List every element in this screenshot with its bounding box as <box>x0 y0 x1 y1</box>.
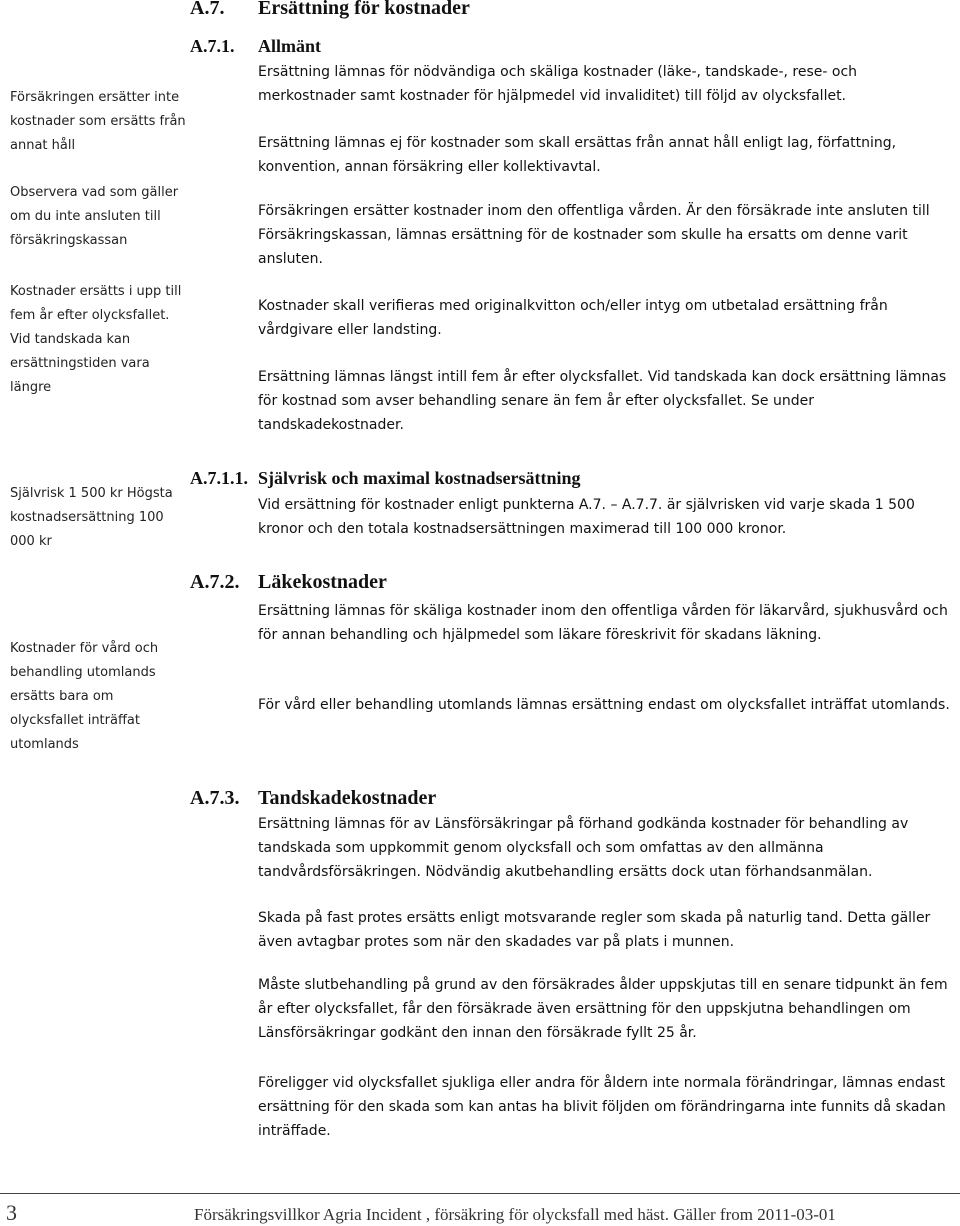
paragraph-a72-1: Ersättning lämnas för skäliga kostnader inom den offentliga vården för läkarvård, sjukhusvård och för annan behandling och hjälpmedel som läkare föreskrivit för skadans läkning. <box>258 603 948 643</box>
section-title-a72: Läkekostnader <box>258 571 387 593</box>
section-number-a71: A.7.1. <box>190 36 235 56</box>
paragraph-a71-4: Kostnader skall verifieras med originalkvitton och/eller intyg om utbetalad ersättning från vårdgivare eller landsting. <box>258 298 888 338</box>
footer-text: Försäkringsvillkor Agria Incident , försäkring för olycksfall med häst. Gäller from 2011-03-01 <box>194 1205 836 1224</box>
paragraph-a71-5: Ersättning lämnas längst intill fem år efter olycksfallet. Vid tandskada kan dock ersättning lämnas för kostnad som avser behandling senare än fem år efter olycksfallet. Se under tandskadekostnader. <box>258 369 947 433</box>
section-title-a71: Allmänt <box>258 36 321 56</box>
margin-note-deductible: Självrisk 1 500 kr Högsta kostnadsersättning 100 000 kr <box>10 486 173 549</box>
paragraph-a71-1: Ersättning lämnas för nödvändiga och skäliga kostnader (läke-, tandskade-, rese- och merkostnader samt kostnader för hjälpmedel vid invaliditet) till följd av olycksfallet. <box>258 64 858 104</box>
margin-note-five-years: Kostnader ersätts i upp till fem år efter olycksfallet. Vid tandskada kan ersättningstiden vara längre <box>10 284 182 395</box>
footer-divider <box>0 1193 960 1194</box>
section-title-a7: Ersättning för kostnader <box>258 0 470 19</box>
margin-note-other-sources: Försäkringen ersätter inte kostnader som ersätts från annat håll <box>10 90 186 153</box>
section-title-a711: Självrisk och maximal kostnadsersättning <box>258 468 581 488</box>
section-number-a73: A.7.3. <box>190 787 240 809</box>
paragraph-a711-1: Vid ersättning för kostnader enligt punkterna A.7. – A.7.7. är självrisken vid varje skada 1 500 kronor och den totala kostnadsersättningen maximerad till 100 000 kronor. <box>258 497 915 537</box>
paragraph-a72-2: För vård eller behandling utomlands lämnas ersättning endast om olycksfallet inträffat utomlands. <box>258 697 950 713</box>
section-title-a73: Tandskadekostnader <box>258 787 437 809</box>
paragraph-a71-2: Ersättning lämnas ej för kostnader som skall ersättas från annat håll enligt lag, författning, konvention, annan försäkring eller kollektivavtal. <box>258 135 897 175</box>
paragraph-a73-1: Ersättning lämnas för av Länsförsäkringar på förhand godkända kostnader för behandling av tandskada som uppkommit genom olycksfall och som omfattas av den allmänna tandvårdsförsäkringen. Nödvändig akutbehandling ersätts dock utan förhandsanmälan. <box>258 816 909 880</box>
section-number-a7: A.7. <box>190 0 225 19</box>
paragraph-a73-3: Måste slutbehandling på grund av den försäkrades ålder uppskjutas till en senare tidpunkt än fem år efter olycksfallet, får den försäkrade även ersättning för den uppskjutna behandlingen om Länsförsäkringar godkänt den innan den försäkrade fyllt 25 år. <box>258 977 948 1041</box>
margin-note-abroad: Kostnader för vård och behandling utomlands ersätts bara om olycksfallet inträffat utomlands <box>10 641 159 752</box>
paragraph-a73-2: Skada på fast protes ersätts enligt motsvarande regler som skada på naturlig tand. Detta gäller även avtagbar protes som när den skadades var på plats i munnen. <box>258 910 931 950</box>
margin-note-forsakringskassan: Observera vad som gäller om du inte ansluten till försäkringskassan <box>10 185 179 248</box>
paragraph-a73-4: Föreligger vid olycksfallet sjukliga eller andra för åldern inte normala förändringar, lämnas endast ersättning för den skada som kan antas ha blivit följden om förändringarna inte funnits då skadan inträffade. <box>258 1075 946 1139</box>
page-number: 3 <box>6 1200 17 1225</box>
section-number-a72: A.7.2. <box>190 571 240 593</box>
section-number-a711: A.7.1.1. <box>190 468 248 488</box>
paragraph-a71-3: Försäkringen ersätter kostnader inom den offentliga vården. Är den försäkrade inte ansluten till Försäkringskassan, lämnas ersättning för de kostnader som skulle ha ersatts om denne varit ansluten. <box>258 203 930 267</box>
